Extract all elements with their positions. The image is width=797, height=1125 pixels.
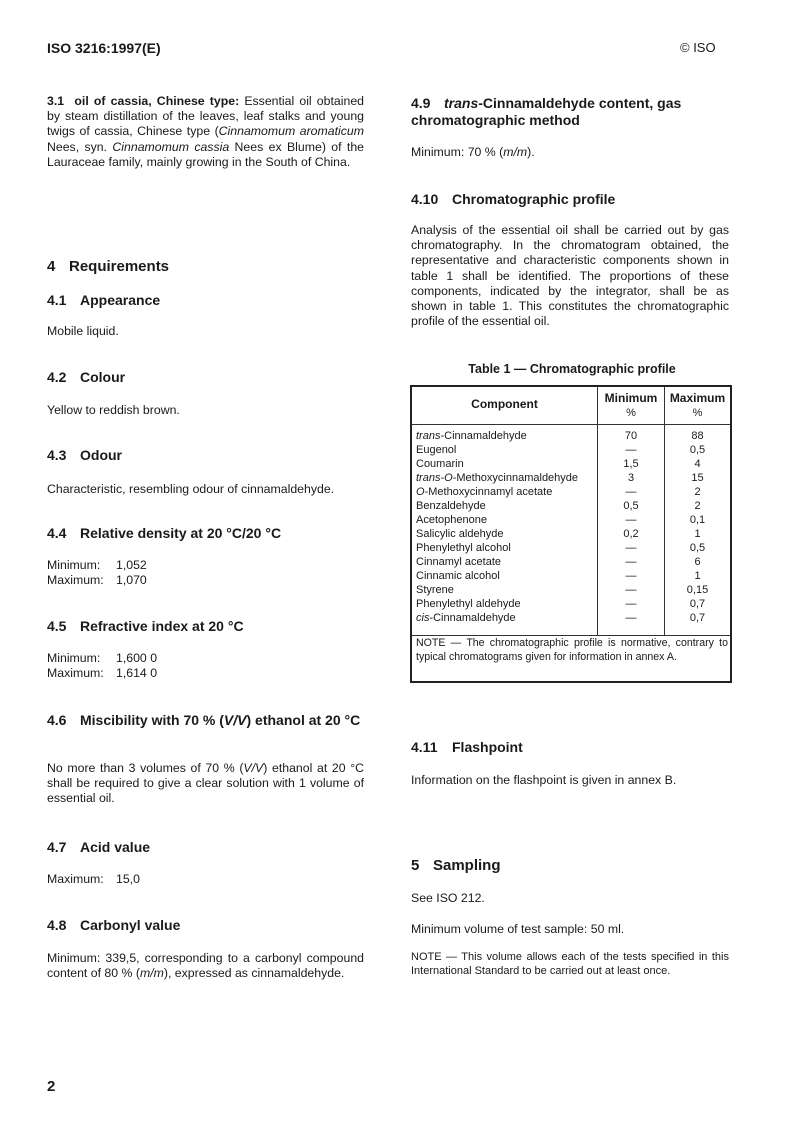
maximum-cell: 0,7 bbox=[689, 612, 706, 624]
maximum-cell: 0,1 bbox=[689, 514, 706, 526]
section-4-11-heading bbox=[411, 739, 523, 756]
miscibility-text bbox=[47, 761, 364, 807]
colour-text: Yellow to reddish brown. bbox=[47, 403, 180, 417]
text-1: No more than 3 volumes of 70 % ( bbox=[47, 761, 244, 775]
maximum-cell: 1 bbox=[694, 528, 701, 540]
section-4-5-heading bbox=[47, 618, 244, 635]
definition-number: 3.1 bbox=[47, 94, 65, 108]
section-number: 4.10 bbox=[411, 191, 439, 207]
text-2: ). bbox=[527, 145, 535, 159]
section-4-6-heading bbox=[47, 712, 364, 729]
component-name: -Methoxycinnamyl acetate bbox=[424, 486, 553, 498]
component-name: Coumarin bbox=[416, 458, 464, 470]
section-number: 4.5 bbox=[47, 618, 67, 634]
table-row bbox=[416, 569, 500, 583]
value: 1,070 bbox=[116, 573, 147, 587]
density-minimum bbox=[47, 558, 147, 573]
section-number: 4 bbox=[47, 258, 56, 275]
section-number: 4.2 bbox=[47, 369, 67, 385]
maximum-cell: 0,5 bbox=[689, 444, 706, 456]
definition-text-2: Nees, syn. bbox=[47, 139, 113, 154]
definition-text-3: Nees ex Blume) of the Lauraceae family, mainly growing in the South of China. bbox=[47, 139, 365, 169]
table-row bbox=[416, 457, 464, 471]
header-divider bbox=[412, 424, 730, 425]
refractive-maximum bbox=[47, 666, 157, 681]
table-title: Table 1 — Chromatographic profile bbox=[468, 362, 676, 376]
column-header-component: Component bbox=[471, 397, 538, 411]
table-row bbox=[416, 513, 487, 527]
minimum-cell: — bbox=[625, 444, 637, 456]
table-row bbox=[416, 471, 578, 485]
maximum-cell: 2 bbox=[694, 486, 701, 498]
section-title: Colour bbox=[80, 369, 126, 385]
section-number: 5 bbox=[411, 857, 420, 874]
component-name: Benzaldehyde bbox=[416, 500, 486, 512]
component-name: -Cinnamaldehyde bbox=[440, 430, 527, 442]
section-4-8-heading bbox=[47, 917, 180, 934]
section-title: Carbonyl value bbox=[80, 917, 181, 933]
appearance-text: Mobile liquid. bbox=[47, 324, 119, 338]
note-divider bbox=[412, 635, 730, 636]
table-row bbox=[416, 527, 503, 541]
section-title: Relative density at 20 °C/20 °C bbox=[80, 525, 282, 541]
definition-text-1: Essential oil obtained by steam distillation of the leaves, leaf stalks and young twigs of cassia, Chinese type ( bbox=[47, 94, 364, 139]
minimum-cell: — bbox=[625, 570, 637, 582]
sampling-volume: Minimum volume of test sample: 50 ml. bbox=[411, 922, 625, 936]
odour-text: Characteristic, resembling odour of cinnamaldehyde. bbox=[47, 482, 335, 496]
component-name: Salicylic aldehyde bbox=[416, 528, 504, 540]
component-name: Phenylethyl aldehyde bbox=[416, 598, 521, 610]
component-prefix: cis bbox=[416, 612, 430, 624]
text-1: Minimum: 339,5, corresponding to a carbonyl compound content of 80 % ( bbox=[47, 951, 364, 981]
sampling-note: NOTE — This volume allows each of the tests specified in this International Standard to be carried out at least once. bbox=[411, 951, 729, 977]
section-number: 4.11 bbox=[411, 739, 438, 755]
chromatographic-profile-text: Analysis of the essential oil shall be carried out by gas chromatography. In the chromatogram obtained, the representative and characteristic components shown in table 1 shall be identified. The proportions of these components, indicated by the integrator, shall be as shown in table 1. This constitutes the chromatographic profile of the essential oil. bbox=[411, 223, 729, 329]
text-vv: V/V bbox=[243, 761, 264, 775]
value: 1,600 0 bbox=[116, 651, 158, 665]
section-number: 4.9 bbox=[411, 95, 431, 111]
section-number: 4.7 bbox=[47, 839, 67, 855]
section-4-3-heading bbox=[47, 447, 122, 464]
section-title: Odour bbox=[80, 447, 122, 463]
component-name: Acetophenone bbox=[416, 514, 487, 526]
section-4-9-heading bbox=[411, 95, 731, 129]
minimum-cell: 1,5 bbox=[623, 458, 639, 470]
text-2: ) ethanol at 20 °C shall be required to give a clear solution with 1 volume of essential oil. bbox=[47, 761, 364, 806]
component-name: -Methoxycinnamaldehyde bbox=[452, 472, 579, 484]
component-prefix: trans-O bbox=[416, 472, 453, 484]
label: Maximum: bbox=[47, 666, 104, 680]
maximum-cell: 0,15 bbox=[686, 584, 709, 596]
section-title-italic: trans bbox=[444, 95, 479, 111]
minimum-cell: — bbox=[625, 486, 637, 498]
minimum-cell: 70 bbox=[624, 430, 638, 442]
refractive-minimum bbox=[47, 651, 157, 666]
flashpoint-text: Information on the flashpoint is given in annex B. bbox=[411, 773, 677, 787]
component-prefix: trans bbox=[416, 430, 441, 442]
table-row bbox=[416, 597, 521, 611]
table-row bbox=[416, 541, 511, 555]
acid-value-maximum bbox=[47, 872, 140, 887]
label: Minimum: bbox=[47, 558, 101, 572]
label: Maximum: bbox=[47, 872, 104, 886]
minimum-cell: — bbox=[625, 598, 637, 610]
species-name-2: Cinnamomum cassia bbox=[112, 139, 230, 154]
component-prefix: O bbox=[416, 486, 425, 498]
value: 1,614 0 bbox=[116, 666, 158, 680]
maximum-cell: 15 bbox=[691, 472, 704, 484]
section-title: Flashpoint bbox=[452, 739, 523, 755]
section-number: 4.4 bbox=[47, 525, 67, 541]
section-4-heading bbox=[47, 258, 169, 275]
carbonyl-text bbox=[47, 951, 364, 981]
species-name-1: Cinnamomum aromaticum bbox=[218, 124, 364, 139]
definition-term: oil of cassia, Chinese type: bbox=[74, 94, 240, 108]
minimum-cell: — bbox=[625, 584, 637, 596]
section-title: Appearance bbox=[80, 292, 161, 308]
section-title: -Cinnamaldehyde content, gas chromatographic method bbox=[411, 95, 682, 128]
section-4-2-heading bbox=[47, 369, 125, 386]
section-4-1-heading bbox=[47, 292, 160, 309]
section-title: Acid value bbox=[80, 839, 151, 855]
minimum-cell: 0,5 bbox=[623, 500, 639, 512]
component-name: Styrene bbox=[416, 584, 454, 596]
text-mm: m/m bbox=[503, 145, 528, 159]
section-title-end: ) ethanol at 20 °C bbox=[246, 712, 361, 728]
maximum-cell: 1 bbox=[694, 570, 701, 582]
definition-3-1 bbox=[47, 94, 364, 170]
maximum-cell: 4 bbox=[694, 458, 701, 470]
unit-maximum: % bbox=[692, 407, 703, 419]
table-row bbox=[416, 555, 501, 569]
section-title: Chromatographic profile bbox=[452, 191, 616, 207]
minimum-cell: — bbox=[625, 514, 637, 526]
section-title: Requirements bbox=[69, 258, 170, 275]
unit-minimum: % bbox=[626, 407, 636, 419]
column-header-maximum: Maximum bbox=[669, 391, 726, 405]
maximum-cell: 88 bbox=[691, 430, 704, 442]
table-row bbox=[416, 583, 454, 597]
section-number: 4.8 bbox=[47, 917, 67, 933]
section-title: Refractive index at 20 °C bbox=[80, 618, 244, 634]
minimum-cell: 3 bbox=[627, 472, 635, 484]
minimum-cell: — bbox=[625, 542, 637, 554]
text-2: ), expressed as cinnamaldehyde. bbox=[163, 966, 345, 981]
chromatographic-profile-table bbox=[410, 385, 732, 683]
minimum-cell: — bbox=[625, 612, 637, 624]
maximum-cell: 0,7 bbox=[689, 598, 706, 610]
section-4-7-heading bbox=[47, 839, 150, 856]
section-title: Miscibility with 70 % ( bbox=[80, 712, 224, 728]
table-note: NOTE — The chromatographic profile is normative, contrary to typical chromatograms given for information in annex A. bbox=[416, 637, 728, 663]
table-row bbox=[416, 443, 456, 457]
section-title: Sampling bbox=[433, 857, 501, 874]
section-4-10-heading bbox=[411, 191, 615, 208]
component-name: Phenylethyl alcohol bbox=[416, 542, 511, 554]
section-number: 4.3 bbox=[47, 447, 67, 463]
text-1: Minimum: 70 % ( bbox=[411, 145, 504, 159]
label: Minimum: bbox=[47, 651, 101, 665]
density-maximum bbox=[47, 573, 147, 588]
table-row bbox=[416, 429, 527, 443]
label: Maximum: bbox=[47, 573, 104, 587]
minimum-cell: 0,2 bbox=[623, 528, 639, 540]
value: 1,052 bbox=[116, 558, 147, 572]
table-row bbox=[416, 485, 552, 499]
section-5-heading bbox=[411, 857, 501, 874]
maximum-cell: 0,5 bbox=[689, 542, 706, 554]
section-title-vv: V/V bbox=[223, 712, 247, 728]
table-row bbox=[416, 499, 486, 513]
maximum-cell: 6 bbox=[694, 556, 701, 568]
copyright: © ISO bbox=[680, 40, 716, 55]
table-row bbox=[416, 611, 516, 625]
section-number: 4.6 bbox=[47, 712, 67, 728]
trans-cinnamaldehyde-minimum bbox=[411, 145, 535, 160]
column-header-minimum: Minimum bbox=[604, 391, 658, 405]
section-number: 4.1 bbox=[47, 292, 67, 308]
section-4-4-heading bbox=[47, 525, 281, 542]
document-id: ISO 3216:1997(E) bbox=[47, 40, 161, 56]
component-name: Cinnamic alcohol bbox=[416, 570, 500, 582]
page-number: 2 bbox=[47, 1078, 56, 1095]
text-mm: m/m bbox=[139, 966, 164, 981]
sampling-reference: See ISO 212. bbox=[411, 891, 485, 905]
value: 15,0 bbox=[116, 872, 140, 886]
minimum-cell: — bbox=[625, 556, 637, 568]
maximum-cell: 2 bbox=[694, 500, 701, 512]
component-name: Cinnamyl acetate bbox=[416, 556, 501, 568]
component-name: Eugenol bbox=[416, 444, 457, 456]
component-name: -Cinnamaldehyde bbox=[429, 612, 516, 624]
